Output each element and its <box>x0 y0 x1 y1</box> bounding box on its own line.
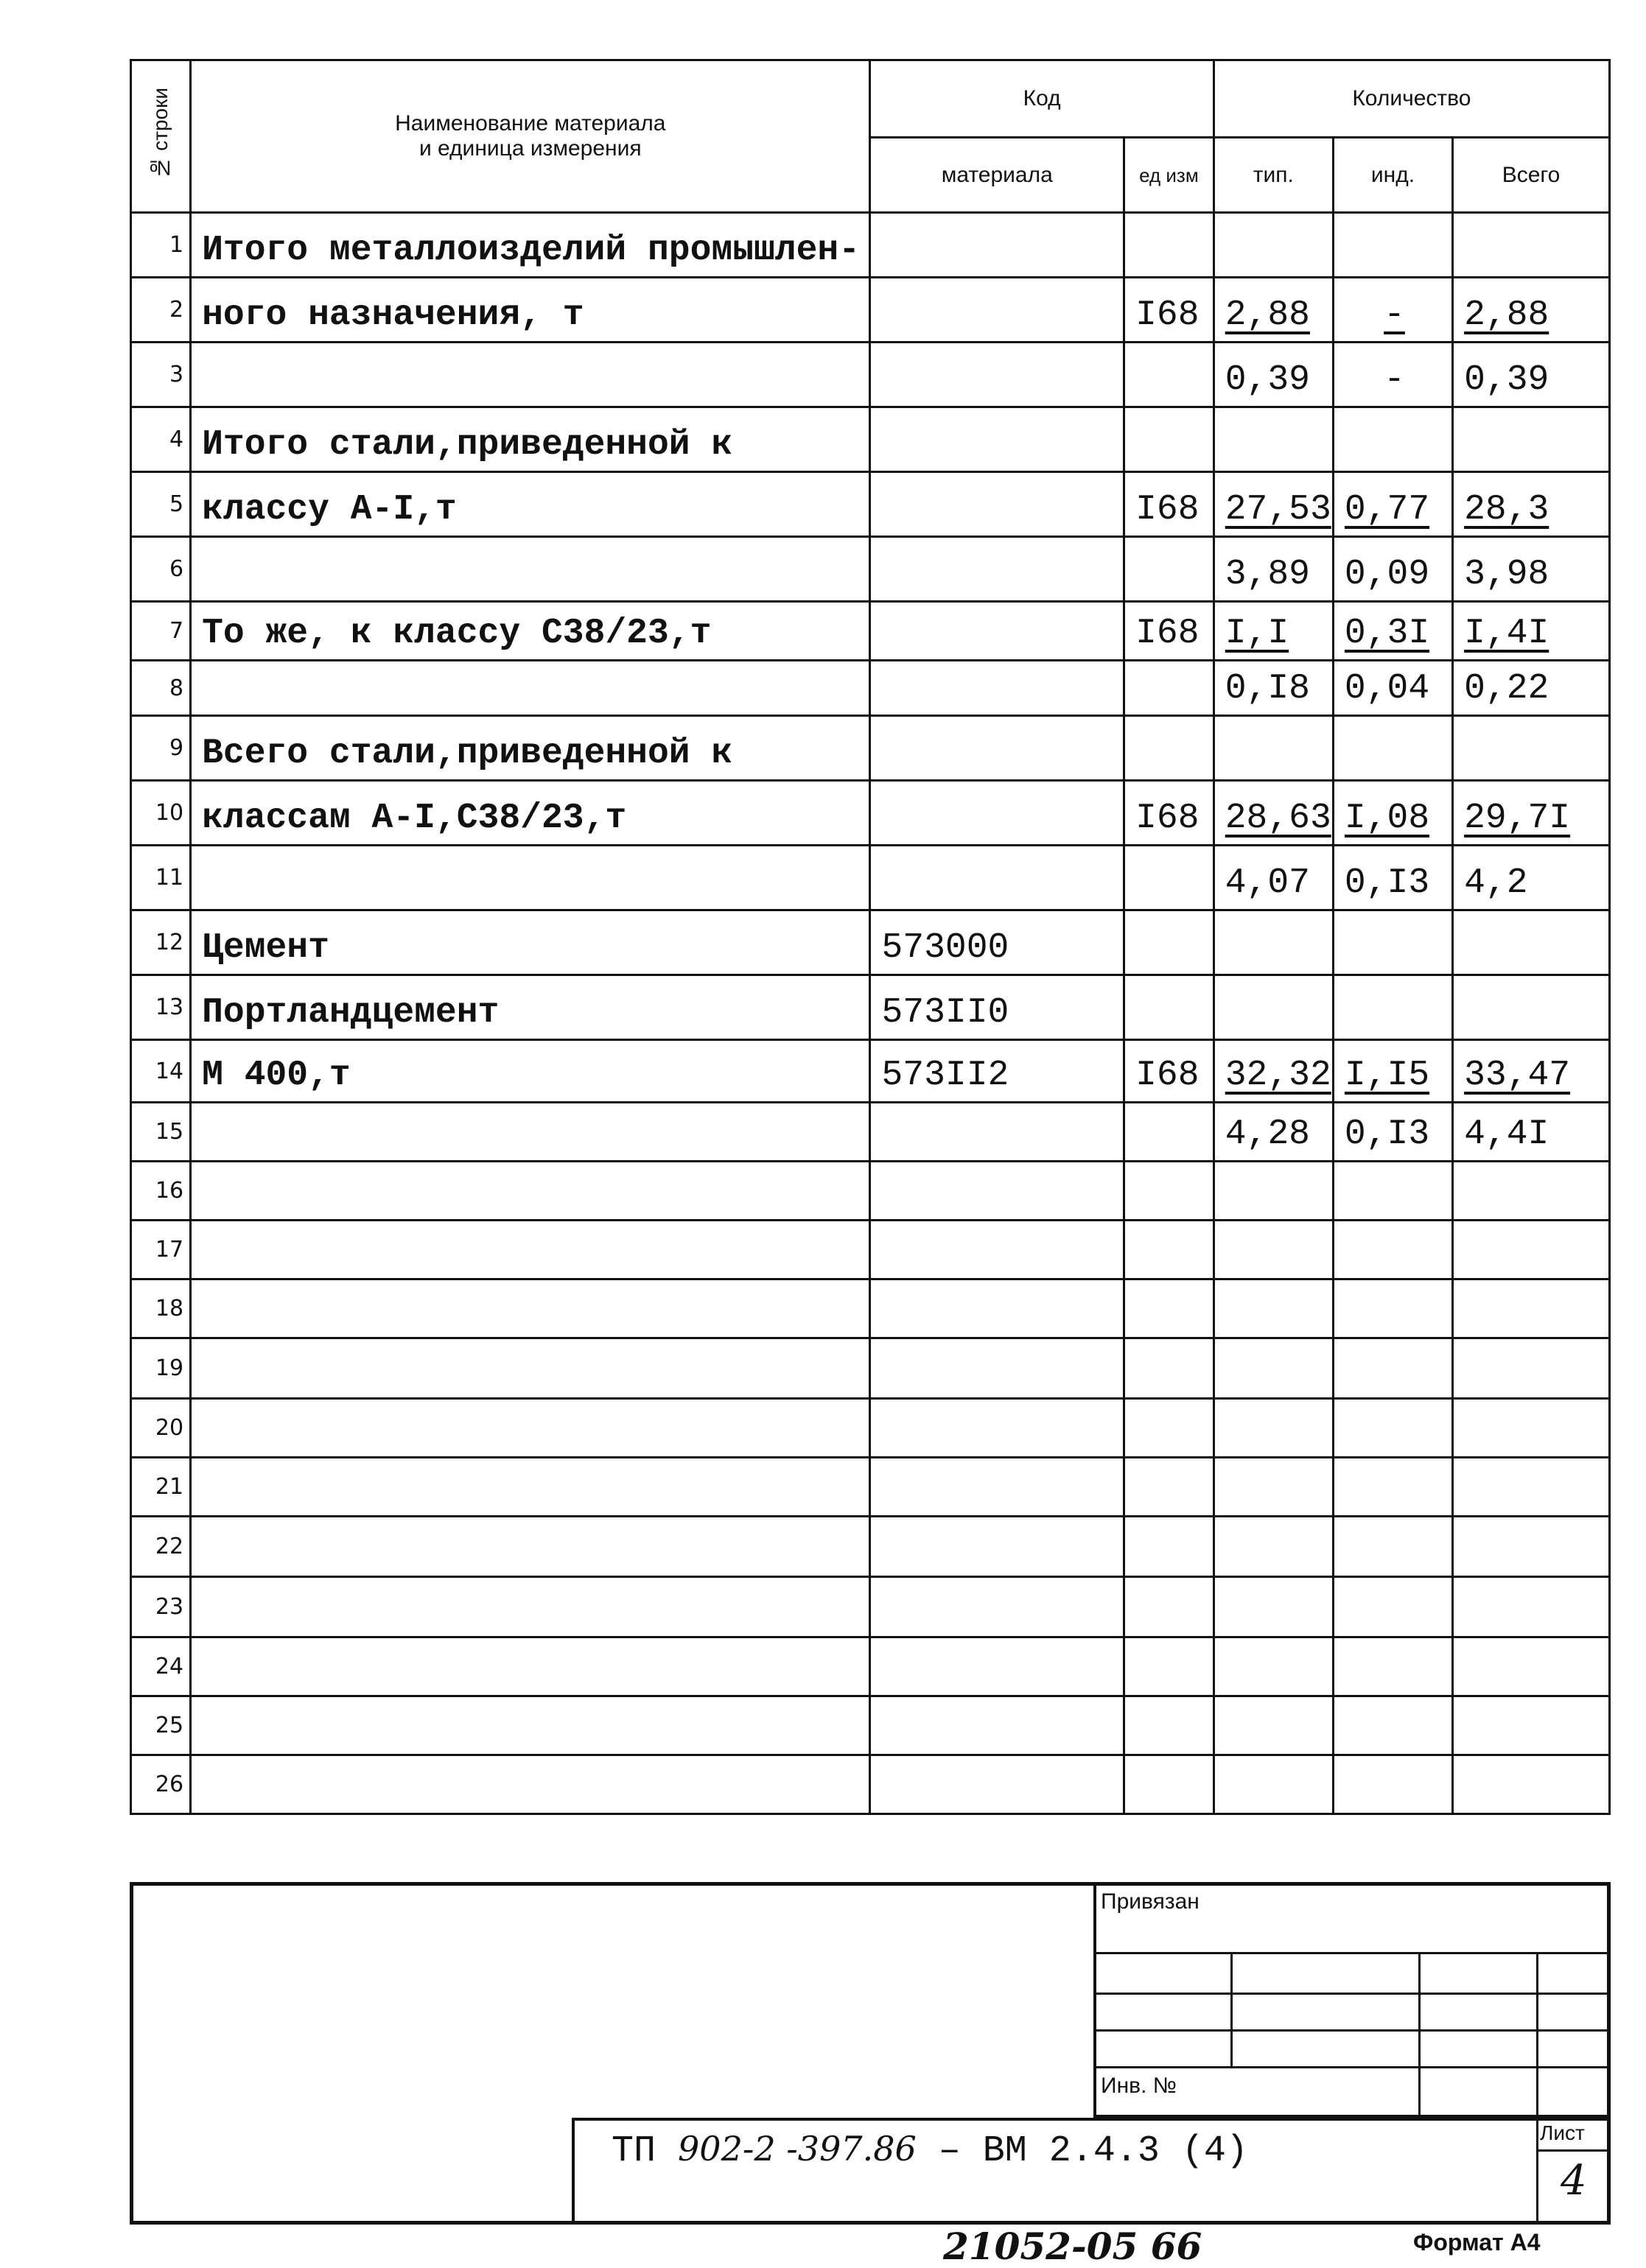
material-code <box>870 716 1124 781</box>
material-code <box>870 1338 1124 1399</box>
unit-code <box>1124 213 1214 278</box>
material-code <box>870 213 1124 278</box>
ind-quantity <box>1333 716 1452 781</box>
material-code: 573000 <box>870 910 1124 975</box>
binding-line-4 <box>1093 2066 1611 2068</box>
material-name <box>191 1279 870 1338</box>
total-quantity: 4,4I <box>1453 1103 1610 1162</box>
material-code <box>870 1458 1124 1517</box>
typ-quantity: 4,07 <box>1214 846 1333 910</box>
total-quantity <box>1453 1279 1610 1338</box>
total-quantity <box>1453 1577 1610 1637</box>
unit-code <box>1124 1637 1214 1696</box>
table-row <box>131 975 1610 1040</box>
unit-code <box>1124 1338 1214 1399</box>
format-label: Формат А4 <box>1413 2229 1541 2255</box>
ind-quantity: 0,3I <box>1333 602 1452 661</box>
table-row <box>131 1577 1610 1637</box>
material-name <box>191 343 870 407</box>
total-quantity <box>1453 1162 1610 1221</box>
table-row <box>131 407 1610 472</box>
material-name <box>191 1458 870 1517</box>
table-row <box>131 1040 1610 1103</box>
total-quantity: 2,88 <box>1453 278 1610 343</box>
material-code <box>870 537 1124 602</box>
material-code <box>870 1577 1124 1637</box>
materials-table <box>130 59 1611 1815</box>
typ-quantity <box>1214 1755 1333 1814</box>
row-number: 10 <box>131 781 191 846</box>
row-number: 18 <box>131 1279 191 1338</box>
total-quantity <box>1453 1517 1610 1577</box>
total-quantity <box>1453 1637 1610 1696</box>
ind-quantity: 0,77 <box>1333 472 1452 537</box>
sheet-number: 4 <box>1561 2157 1587 2205</box>
name-header <box>191 60 870 213</box>
material-name <box>191 1338 870 1399</box>
row-number: 3 <box>131 343 191 407</box>
ind-quantity: I,08 <box>1333 781 1452 846</box>
ind-quantity <box>1333 910 1452 975</box>
name-header-line2: и единица измерения <box>418 136 642 161</box>
typ-quantity: 4,28 <box>1214 1103 1333 1162</box>
material-code: 573II0 <box>870 975 1124 1040</box>
material-code <box>870 1279 1124 1338</box>
total-quantity <box>1453 1399 1610 1458</box>
row-number: 16 <box>131 1162 191 1221</box>
unit-code <box>1124 1577 1214 1637</box>
table-row <box>131 661 1610 716</box>
ind-quantity <box>1333 1162 1452 1221</box>
table-row <box>131 1162 1610 1221</box>
table-row <box>131 278 1610 343</box>
total-quantity: 0,39 <box>1453 343 1610 407</box>
material-name: классу А-I,т <box>191 472 870 537</box>
total-quantity <box>1453 1696 1610 1755</box>
row-number: 11 <box>131 846 191 910</box>
total-quantity: 29,7I <box>1453 781 1610 846</box>
table-row <box>131 343 1610 407</box>
total-quantity: I,4I <box>1453 602 1610 661</box>
material-name: ного назначения, т <box>191 278 870 343</box>
ind-quantity <box>1333 1338 1452 1399</box>
ind-quantity <box>1333 1517 1452 1577</box>
unit-code <box>1124 910 1214 975</box>
material-code <box>870 472 1124 537</box>
table-row <box>131 602 1610 661</box>
material-name <box>191 1399 870 1458</box>
row-number: 9 <box>131 716 191 781</box>
ind-quantity <box>1333 1458 1452 1517</box>
archive-number: 21052-05 66 <box>943 2225 1202 2268</box>
ind-quantity: - <box>1333 278 1452 343</box>
row-number: 6 <box>131 537 191 602</box>
unit-code <box>1124 716 1214 781</box>
material-code <box>870 1696 1124 1755</box>
row-number: 8 <box>131 661 191 716</box>
table-row <box>131 213 1610 278</box>
ind-header: инд. <box>1333 138 1452 213</box>
unit-code <box>1124 1458 1214 1517</box>
material-code <box>870 1162 1124 1221</box>
unit-code <box>1124 661 1214 716</box>
material-name: То же, к классу С38/23,т <box>191 602 870 661</box>
row-number: 13 <box>131 975 191 1040</box>
total-quantity: 3,98 <box>1453 537 1610 602</box>
material-name <box>191 537 870 602</box>
table-row <box>131 472 1610 537</box>
ind-quantity <box>1333 407 1452 472</box>
ind-quantity <box>1333 213 1452 278</box>
row-number: 19 <box>131 1338 191 1399</box>
typ-quantity <box>1214 1696 1333 1755</box>
row-number: 2 <box>131 278 191 343</box>
bound-label: Привязан <box>1101 1889 1200 1914</box>
unit-code <box>1124 537 1214 602</box>
unit-code <box>1124 1517 1214 1577</box>
material-code <box>870 343 1124 407</box>
material-name <box>191 1162 870 1221</box>
material-code <box>870 1637 1124 1696</box>
table-row <box>131 1279 1610 1338</box>
material-name: Всего стали,приведенной к <box>191 716 870 781</box>
typ-quantity <box>1214 1517 1333 1577</box>
total-quantity: 33,47 <box>1453 1040 1610 1103</box>
sheet-label: Лист <box>1540 2121 1585 2144</box>
total-quantity: 28,3 <box>1453 472 1610 537</box>
binding-line-2 <box>1093 1993 1611 1995</box>
row-number: 15 <box>131 1103 191 1162</box>
material-name: М 400,т <box>191 1040 870 1103</box>
material-code <box>870 781 1124 846</box>
row-number: 14 <box>131 1040 191 1103</box>
typ-quantity: 3,89 <box>1214 537 1333 602</box>
unit-code: I68 <box>1124 278 1214 343</box>
table-row <box>131 1696 1610 1755</box>
rownum-header <box>131 60 191 213</box>
name-header-line1: Наименование материала <box>395 111 666 136</box>
material-name: классам А-I,С38/23,т <box>191 781 870 846</box>
ind-quantity: 0,I3 <box>1333 846 1452 910</box>
table-row <box>131 716 1610 781</box>
row-number: 23 <box>131 1577 191 1637</box>
ind-quantity <box>1333 1221 1452 1279</box>
typ-quantity <box>1214 1458 1333 1517</box>
unit-code <box>1124 1103 1214 1162</box>
total-quantity <box>1453 1458 1610 1517</box>
unit-code <box>1124 975 1214 1040</box>
binding-line-1 <box>1093 1952 1611 1954</box>
material-code <box>870 1517 1124 1577</box>
unit-header: ед изм <box>1124 138 1214 213</box>
material-code: 573II2 <box>870 1040 1124 1103</box>
unit-code: I68 <box>1124 781 1214 846</box>
ind-quantity: I,I5 <box>1333 1040 1452 1103</box>
table-row <box>131 910 1610 975</box>
typ-quantity: 2,88 <box>1214 278 1333 343</box>
material-name: Итого металлоизделий промышлен- <box>191 213 870 278</box>
code-header: Код <box>870 60 1214 138</box>
sheet-label-line <box>1536 2149 1611 2152</box>
material-name <box>191 1577 870 1637</box>
row-number: 17 <box>131 1221 191 1279</box>
material-name <box>191 1221 870 1279</box>
typ-quantity <box>1214 1221 1333 1279</box>
unit-code: I68 <box>1124 602 1214 661</box>
binding-divider-1 <box>1230 1952 1233 2066</box>
row-number: 12 <box>131 910 191 975</box>
typ-quantity <box>1214 910 1333 975</box>
table-body <box>131 213 1610 1814</box>
unit-code <box>1124 1399 1214 1458</box>
binding-divider-2 <box>1418 1952 1421 2118</box>
typ-quantity <box>1214 1279 1333 1338</box>
typ-quantity <box>1214 1577 1333 1637</box>
quantity-header: Количество <box>1214 60 1609 138</box>
total-quantity <box>1453 910 1610 975</box>
row-number: 1 <box>131 213 191 278</box>
total-quantity <box>1453 407 1610 472</box>
typ-quantity <box>1214 1162 1333 1221</box>
typ-quantity: 27,53 <box>1214 472 1333 537</box>
material-code <box>870 1221 1124 1279</box>
sheet-divider <box>1536 2118 1538 2225</box>
table-row <box>131 1103 1610 1162</box>
total-quantity: 0,22 <box>1453 661 1610 716</box>
row-number: 25 <box>131 1696 191 1755</box>
typ-quantity <box>1214 407 1333 472</box>
material-code <box>870 1755 1124 1814</box>
typ-quantity: 32,32 <box>1214 1040 1333 1103</box>
unit-code <box>1124 1696 1214 1755</box>
table-row <box>131 1517 1610 1577</box>
ind-quantity: - <box>1333 343 1452 407</box>
table-row <box>131 1755 1610 1814</box>
total-quantity <box>1453 975 1610 1040</box>
total-quantity <box>1453 1338 1610 1399</box>
typ-quantity <box>1214 213 1333 278</box>
table-row <box>131 1458 1610 1517</box>
row-number: 4 <box>131 407 191 472</box>
table-row <box>131 1637 1610 1696</box>
unit-code <box>1124 846 1214 910</box>
material-name <box>191 1637 870 1696</box>
material-code <box>870 661 1124 716</box>
material-code <box>870 1103 1124 1162</box>
material-code <box>870 602 1124 661</box>
material-code <box>870 407 1124 472</box>
material-name <box>191 1696 870 1755</box>
material-name: Портландцемент <box>191 975 870 1040</box>
total-quantity <box>1453 716 1610 781</box>
typ-quantity: 0,39 <box>1214 343 1333 407</box>
unit-code: I68 <box>1124 472 1214 537</box>
inv-label: Инв. № <box>1101 2074 1177 2098</box>
designation-handwritten: 902-2 -397.86 <box>678 2129 917 2169</box>
unit-code <box>1124 1755 1214 1814</box>
material-name: Итого стали,приведенной к <box>191 407 870 472</box>
ind-quantity <box>1333 1279 1452 1338</box>
ind-quantity: 0,I3 <box>1333 1103 1452 1162</box>
unit-code: I68 <box>1124 1040 1214 1103</box>
unit-code <box>1124 1221 1214 1279</box>
material-name <box>191 1517 870 1577</box>
designation-suffix: – ВМ 2.4.3 (4) <box>938 2130 1248 2172</box>
table-row <box>131 537 1610 602</box>
row-number: 26 <box>131 1755 191 1814</box>
typ-quantity <box>1214 1338 1333 1399</box>
total-quantity: 4,2 <box>1453 846 1610 910</box>
typ-quantity: 0,I8 <box>1214 661 1333 716</box>
total-quantity <box>1453 1755 1610 1814</box>
ind-quantity <box>1333 1399 1452 1458</box>
material-name <box>191 661 870 716</box>
material-code-header: материала <box>870 138 1124 213</box>
material-name <box>191 1103 870 1162</box>
total-header: Всего <box>1453 138 1610 213</box>
table-row <box>131 1399 1610 1458</box>
unit-code <box>1124 1162 1214 1221</box>
table-row <box>131 1221 1610 1279</box>
typ-quantity <box>1214 716 1333 781</box>
row-number: 20 <box>131 1399 191 1458</box>
rownum-header-label: № строки <box>149 87 172 180</box>
binding-divider-3 <box>1536 1952 1538 2118</box>
material-code <box>870 846 1124 910</box>
unit-code <box>1124 1279 1214 1338</box>
ind-quantity <box>1333 975 1452 1040</box>
table-row <box>131 846 1610 910</box>
ind-quantity <box>1333 1696 1452 1755</box>
typ-quantity <box>1214 1399 1333 1458</box>
table-row <box>131 1338 1610 1399</box>
material-name <box>191 846 870 910</box>
typ-quantity: 28,63 <box>1214 781 1333 846</box>
row-number: 5 <box>131 472 191 537</box>
row-number: 21 <box>131 1458 191 1517</box>
designation <box>612 2129 1248 2172</box>
unit-code <box>1124 343 1214 407</box>
table-row <box>131 781 1610 846</box>
material-code <box>870 1399 1124 1458</box>
unit-code <box>1124 407 1214 472</box>
designation-prefix: ТП <box>612 2130 656 2172</box>
material-name: Цемент <box>191 910 870 975</box>
material-code <box>870 278 1124 343</box>
ind-quantity <box>1333 1755 1452 1814</box>
material-name <box>191 1755 870 1814</box>
ind-quantity <box>1333 1577 1452 1637</box>
ind-quantity: 0,09 <box>1333 537 1452 602</box>
typ-header: тип. <box>1214 138 1333 213</box>
row-number: 24 <box>131 1637 191 1696</box>
row-number: 7 <box>131 602 191 661</box>
typ-quantity <box>1214 1637 1333 1696</box>
ind-quantity <box>1333 1637 1452 1696</box>
total-quantity <box>1453 1221 1610 1279</box>
total-quantity <box>1453 213 1610 278</box>
typ-quantity <box>1214 975 1333 1040</box>
ind-quantity: 0,04 <box>1333 661 1452 716</box>
binding-line-3 <box>1093 2029 1611 2032</box>
row-number: 22 <box>131 1517 191 1577</box>
typ-quantity: I,I <box>1214 602 1333 661</box>
